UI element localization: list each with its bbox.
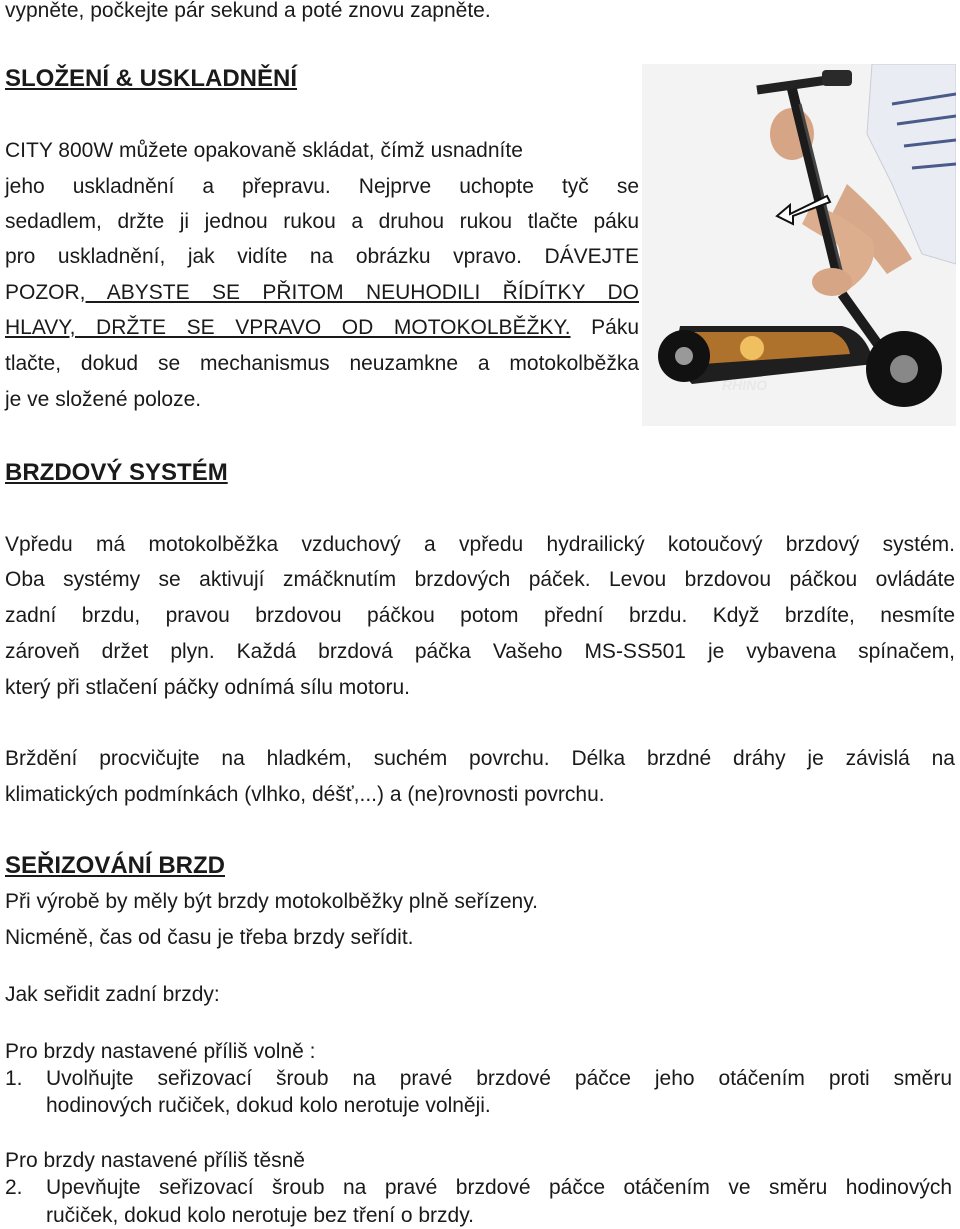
folding-line-7: tlačte, dokud se mechanismus neuzamkne a motokolběžka <box>5 352 639 375</box>
item-1-number: 1. <box>5 1067 23 1090</box>
item-2-line-1: Upevňujte seřizovací šroub na pravé brzdové páčce otáčením ve směru hodinových <box>46 1176 952 1199</box>
brakes-line-2: Oba systémy se aktivují zmáčknutím brzdových páček. Levou brzdovou páčkou ovládáte <box>5 568 955 591</box>
item-2-number: 2. <box>5 1176 23 1199</box>
folding-scooter-photo <box>642 64 956 426</box>
deck-logo: RHINO <box>722 377 768 393</box>
folding-text: CITY 800W můžete opakovaně skládat, čímž usnadníte <box>5 139 523 162</box>
folding-warning-underlined: ABYSTE SE PŘITOM NEUHODILI ŘÍDÍTKY DO <box>85 281 639 304</box>
adjust-line-1: Při výrobě by měly být brzdy motokolběžky plně seřízeny. <box>5 890 538 913</box>
folding-heading: SLOŽENÍ & USKLADNĚNÍ <box>5 65 298 92</box>
item-1-line-2: hodinových ručiček, dokud kolo nerotuje volněji. <box>46 1094 491 1117</box>
item-2-line-2: ručiček, dokud kolo nerotuje bez tření o brzdy. <box>46 1204 475 1227</box>
intro-tail: vypněte, počkejte pár sekund a poté znovu zapněte. <box>5 0 491 22</box>
folding-warning-start: POZOR, <box>5 281 86 304</box>
folding-line-5 <box>5 280 639 306</box>
folding-line-4: pro uskladnění, jak vidíte na obrázku vpravo. DÁVEJTE <box>5 245 639 268</box>
rear-brake-question: Jak seřidit zadní brzdy: <box>5 983 220 1006</box>
brakes-line-3: zadní brzdu, pravou brzdovou páčkou potom přední brzdu. Když brzdíte, nesmíte <box>5 604 955 627</box>
brakes-heading: BRZDOVÝ SYSTÉM <box>5 459 228 486</box>
folding-line-2: jeho uskladnění a přepravu. Nejprve uchopte tyč se <box>5 175 639 198</box>
brakes-line-5: který při stlačení páčky odnímá sílu motoru. <box>5 676 410 699</box>
folding-line-6-tail: Páku <box>570 316 639 339</box>
adjust-heading: SEŘIZOVÁNÍ BRZD <box>5 852 226 879</box>
brakes-p2-line-2: klimatických podmínkách (vlhko, déšť,...) a (ne)rovnosti povrchu. <box>5 783 605 806</box>
folding-line-1 <box>5 138 639 164</box>
adjust-line-2: Nicméně, čas od času je třeba brzdy seřídit. <box>5 926 414 949</box>
brakes-line-1: Vpředu má motokolběžka vzduchový a vpředu hydrailický kotoučový brzdový systém. <box>5 533 955 556</box>
brakes-line-4: zároveň držet plyn. Každá brzdová páčka Vašeho MS-SS501 je vybavena spínačem, <box>5 640 955 663</box>
brakes-p2-line-1: Brždění procvičujte na hladkém, suchém povrchu. Délka brzdné dráhy je závislá na <box>5 747 955 770</box>
folding-warning-underlined-2: HLAVY, DRŽTE SE VPRAVO OD MOTOKOLBĚŽKY. <box>5 316 571 339</box>
tight-brake-label: Pro brzdy nastavené příliš těsně <box>5 1149 305 1172</box>
folding-line-8: je ve složené poloze. <box>5 388 202 411</box>
item-1-line-1: Uvolňujte seřizovací šroub na pravé brzdové páčce jeho otáčením proti směru <box>46 1067 952 1090</box>
folding-line-6 <box>5 315 639 341</box>
folding-line-3: sedadlem, držte ji jednou rukou a druhou rukou tlačte páku <box>5 210 639 233</box>
loose-brake-label: Pro brzdy nastavené příliš volně : <box>5 1040 316 1063</box>
